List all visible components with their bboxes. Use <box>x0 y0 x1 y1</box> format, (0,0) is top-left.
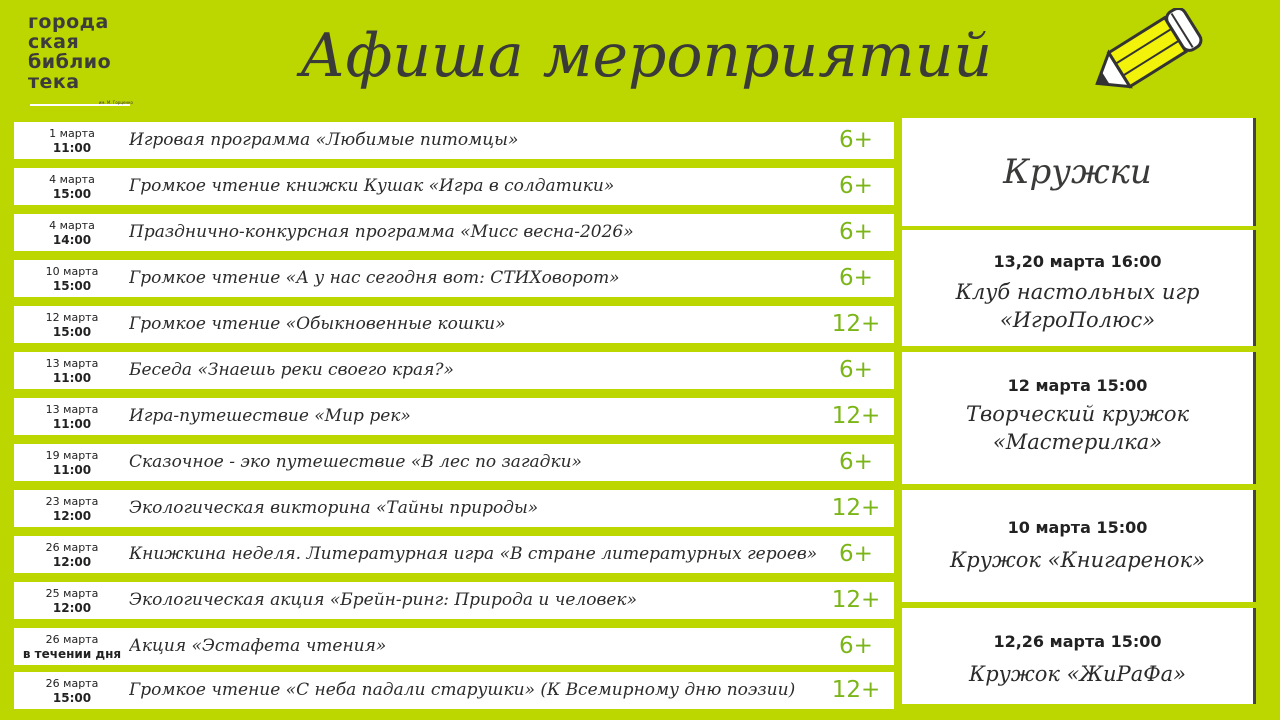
event-row <box>14 444 894 481</box>
event-name: Книжкина неделя. Литературная игра «В стране литературных героев» <box>129 544 818 564</box>
event-date <box>16 586 128 616</box>
event-date <box>16 218 128 248</box>
event-row <box>14 398 894 435</box>
club-card <box>902 230 1256 346</box>
event-age-rating: 12+ <box>831 495 881 521</box>
event-date <box>16 402 128 432</box>
event-name: Громкое чтение «А у нас сегодня вот: СТИХоворот» <box>129 268 620 288</box>
event-age-rating: 6+ <box>839 541 873 567</box>
clubs-heading-box <box>902 118 1256 226</box>
event-age-rating: 6+ <box>839 127 873 153</box>
event-row <box>14 260 894 297</box>
event-day: 13 марта <box>45 357 99 370</box>
club-card <box>902 352 1256 484</box>
event-day: 26 марта <box>45 633 99 646</box>
event-row <box>14 628 894 665</box>
event-name: Игровая программа «Любимые питомцы» <box>129 130 519 150</box>
event-name: Экологическая акция «Брейн-ринг: Природа и человек» <box>129 590 637 610</box>
club-schedule: 13,20 марта 16:00 <box>993 252 1162 271</box>
event-age-rating: 6+ <box>839 173 873 199</box>
event-row <box>14 306 894 343</box>
event-name: Сказочное - эко путешествие «В лес по загадки» <box>129 452 582 472</box>
event-date <box>16 540 128 570</box>
event-age-rating: 12+ <box>831 311 881 337</box>
logo-line-1: города <box>28 11 109 33</box>
event-row <box>14 122 894 159</box>
event-age-rating: 6+ <box>839 633 873 659</box>
event-row <box>14 582 894 619</box>
event-age-rating: 6+ <box>839 265 873 291</box>
event-row <box>14 490 894 527</box>
event-day: 23 марта <box>45 495 99 508</box>
pencil-icon <box>1068 8 1208 108</box>
club-schedule: 12 марта 15:00 <box>1007 376 1148 395</box>
event-name: Громкое чтение книжки Кушак «Игра в солдатики» <box>129 176 615 196</box>
event-row <box>14 672 894 709</box>
logo-line-2: ская <box>28 31 80 53</box>
event-day: 4 марта <box>49 219 95 232</box>
club-card <box>902 490 1256 602</box>
event-date <box>16 172 128 202</box>
event-day: 26 марта <box>45 541 99 554</box>
event-day: 25 марта <box>45 587 99 600</box>
event-name: Празднично-конкурсная программа «Мисс весна-2026» <box>129 222 634 242</box>
club-title-line-2: «ИгроПолюс» <box>999 308 1156 332</box>
club-title-line-1: Кружок «ЖиРаФа» <box>968 662 1187 686</box>
event-time: 15:00 <box>52 279 92 293</box>
event-date <box>16 448 128 478</box>
event-date <box>16 264 128 294</box>
event-day: 19 марта <box>45 449 99 462</box>
event-time: 11:00 <box>52 463 92 477</box>
clubs-heading: Кружки <box>1003 152 1152 192</box>
event-time: 11:00 <box>52 371 92 385</box>
event-age-rating: 6+ <box>839 219 873 245</box>
logo-line-4: тека <box>28 71 80 93</box>
event-row <box>14 536 894 573</box>
event-time: 11:00 <box>52 141 92 155</box>
event-age-rating: 6+ <box>839 357 873 383</box>
event-time: 15:00 <box>52 187 92 201</box>
page-title: Афиша мероприятий <box>300 21 993 91</box>
event-day: 26 марта <box>45 677 99 690</box>
event-time: 12:00 <box>52 509 92 523</box>
event-age-rating: 12+ <box>831 587 881 613</box>
event-date <box>16 310 128 340</box>
event-name: Беседа «Знаешь реки своего края?» <box>129 360 454 380</box>
event-age-rating: 12+ <box>831 403 881 429</box>
logo-subtitle: им. М. Горценко <box>98 100 133 105</box>
event-day: 12 марта <box>45 311 99 324</box>
club-title-line-2: «Мастерилка» <box>992 430 1163 454</box>
event-day: 10 марта <box>45 265 99 278</box>
event-row <box>14 214 894 251</box>
event-date <box>16 356 128 386</box>
event-day: 13 марта <box>45 403 99 416</box>
event-time: 12:00 <box>52 555 92 569</box>
club-schedule: 10 марта 15:00 <box>1007 518 1148 537</box>
club-title-line-1: Клуб настольных игр <box>955 280 1200 304</box>
logo-line-3: библио <box>28 51 112 73</box>
event-name: Акция «Эстафета чтения» <box>129 636 387 656</box>
event-time: 14:00 <box>52 233 92 247</box>
club-title-line-1: Кружок «Книгаренок» <box>950 548 1205 572</box>
event-time: 11:00 <box>52 417 92 431</box>
event-name: Громкое чтение «С неба падали старушки» (К Всемирному дню поэзии) <box>129 680 796 700</box>
event-time: 15:00 <box>52 325 92 339</box>
event-date <box>16 494 128 524</box>
event-name: Экологическая викторина «Тайны природы» <box>129 498 539 518</box>
event-time: в течении дня <box>22 647 122 661</box>
event-time: 15:00 <box>52 691 92 705</box>
event-age-rating: 6+ <box>839 449 873 475</box>
club-schedule: 12,26 марта 15:00 <box>993 632 1162 651</box>
event-name: Игра-путешествие «Мир рек» <box>129 406 411 426</box>
event-row <box>14 168 894 205</box>
event-age-rating: 12+ <box>831 677 881 703</box>
event-date <box>16 126 128 156</box>
club-title-line-1: Творческий кружок <box>965 402 1190 426</box>
event-date <box>16 632 128 662</box>
club-card <box>902 608 1256 704</box>
event-row <box>14 352 894 389</box>
event-name: Громкое чтение «Обыкновенные кошки» <box>129 314 506 334</box>
event-day: 1 марта <box>49 127 95 140</box>
event-time: 12:00 <box>52 601 92 615</box>
clubs-panel <box>902 118 1256 704</box>
event-date <box>16 676 128 706</box>
event-day: 4 марта <box>49 173 95 186</box>
